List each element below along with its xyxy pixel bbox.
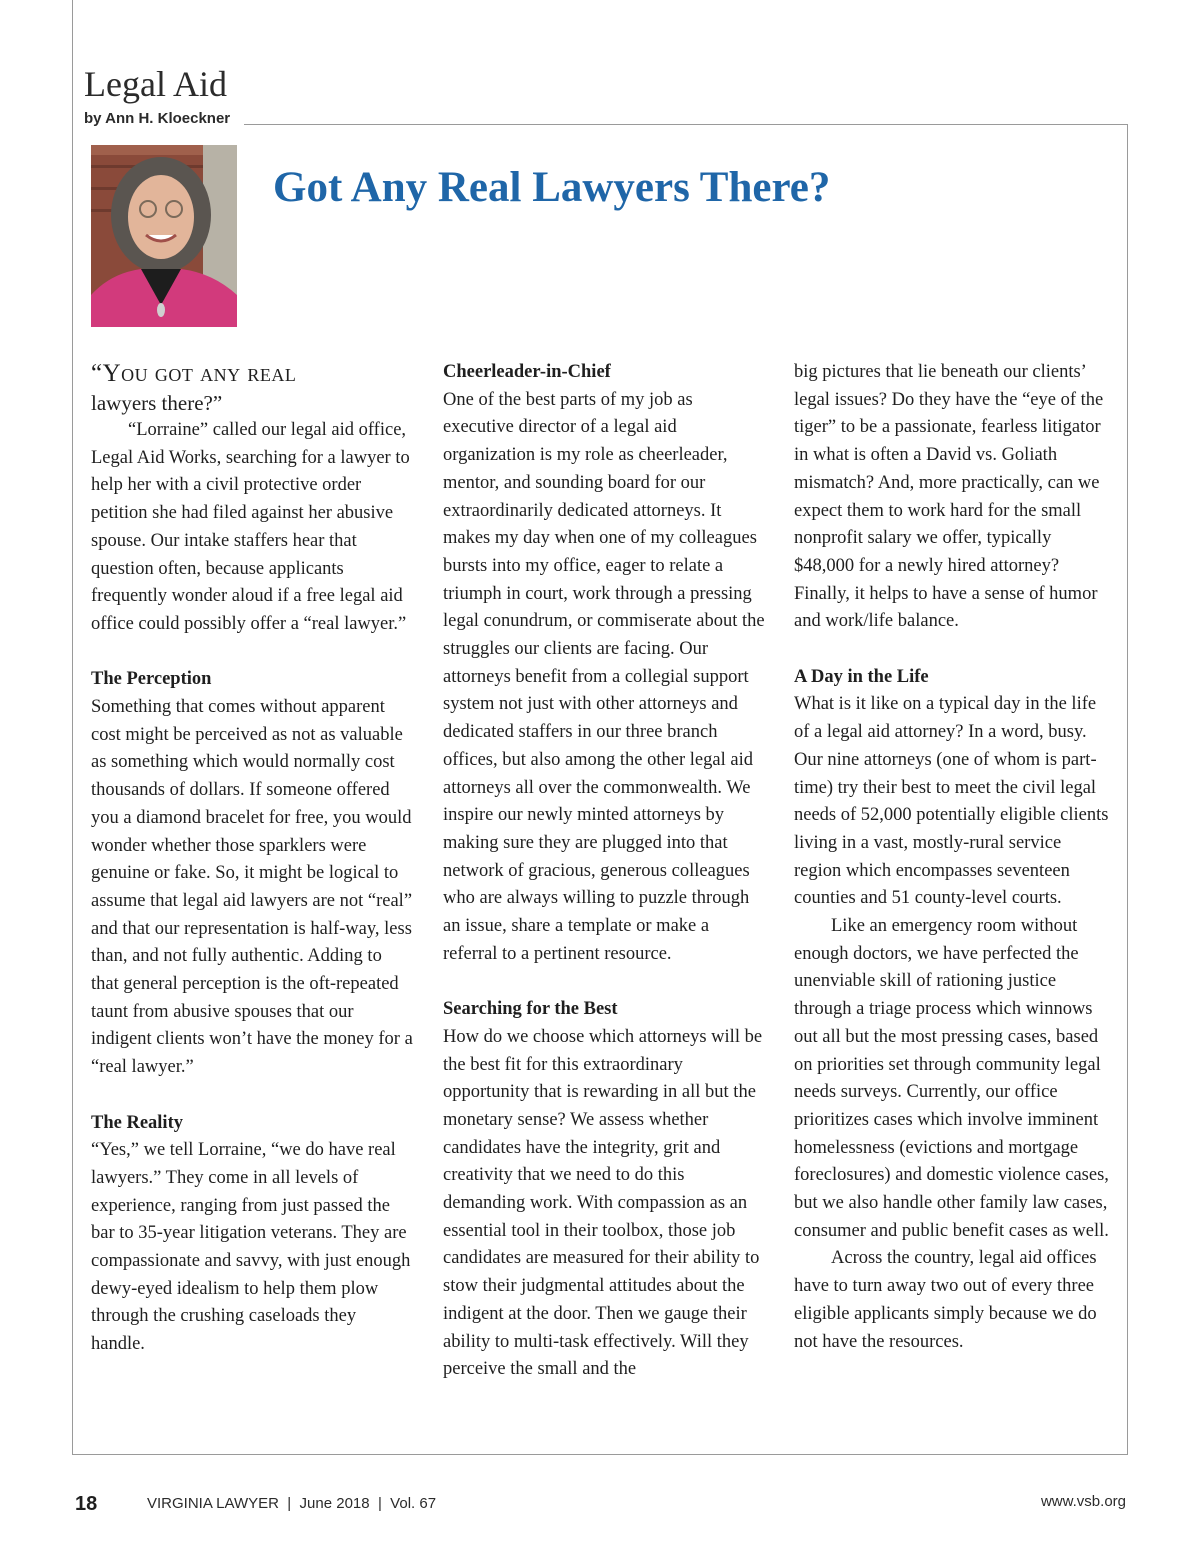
intro-paragraph: “Lorraine” called our legal aid office, Legal Aid Works, searching for a lawyer to help her with a civil protective order petition she had filed against her abusive spouse. Our intake staffers hear that question often, because applicants frequently wonder aloud if a free legal aid office could possibly offer a “real lawyer.” bbox=[91, 420, 410, 634]
right-border-rule bbox=[1127, 124, 1128, 1455]
across-country-paragraph: Across the country, legal aid offices have to turn away two out of every three eligible applicants simply because we do not have the resources. bbox=[794, 1248, 1097, 1352]
website-link[interactable]: www.vsb.org bbox=[1040, 1493, 1126, 1510]
section-label: Legal Aid bbox=[84, 64, 227, 104]
pull-quote-line-2: lawyers there?” bbox=[91, 391, 223, 415]
column-2 bbox=[443, 359, 765, 1384]
heading-searching: Searching for the Best bbox=[443, 999, 618, 1020]
byline: by Ann H. Kloeckner bbox=[84, 110, 231, 127]
bottom-border-rule bbox=[72, 1454, 1128, 1455]
pull-quote-line-1: “You got any real bbox=[91, 360, 297, 387]
page-number: 18 bbox=[75, 1493, 98, 1515]
perception-paragraph: Something that comes without apparent cost might be perceived as not as valuable as something which would normally cost thousands of dollars. If someone offered you a diamond bracelet for free, you would wonder whether those sparklers were genuine or fake. So, it might be logical to assume that legal aid lawyers are not “real” and that our representation is half-way, less than, and not fully authentic. Adding to that general perception is the oft-repeated taunt from abusive spouses that our indigent clients won’t have the money for a “real lawyer.” bbox=[91, 697, 413, 1078]
heading-day-in-life: A Day in the Life bbox=[794, 666, 929, 687]
day-paragraph: What is it like on a typical day in the life of a legal aid attorney? In a word, busy. Our nine attorneys (one of whom is part-time) try their best to meet the civil legal needs of 52,000 potentially eligible clients living in a vast, mostly-rural service region which encompasses seventeen counties and 51 county-level courts. bbox=[794, 694, 1109, 909]
continued-paragraph: big pictures that lie beneath our clients’ legal issues? Do they have the “eye of the tiger” to be a passionate, fearless litigator in what is often a David vs. Goliath mismatch? And, more practically, can we expect them to work hard for the small nonprofit salary we offer, typically $48,000 for a newly hired attorney? Finally, it helps to have a sense of humor and work/life balance. bbox=[794, 362, 1104, 632]
cheerleader-paragraph: One of the best parts of my job as executive director of a legal aid organization is my role as cheerleader, mentor, and sounding board for our extraordinarily dedicated attorneys. It makes my day when one of my colleagues bursts into my office, eager to relate a triumph in court, work through a pressing legal conundrum, or commiserate about the struggles our clients are facing. Our attorneys benefit from a collegial support system not just with other attorneys and dedicated staffers in our three branch offices, but also among the other legal aid attorneys all over the commonwealth. We inspire our newly minted attorneys by making sure they are plugged into that network of gracious, generous colleagues who are always willing to puzzle through an issue, share a template or make a referral to a pertinent resource. bbox=[443, 389, 765, 964]
top-border-rule bbox=[244, 124, 1128, 125]
heading-reality: The Reality bbox=[91, 1112, 183, 1133]
left-border-rule bbox=[72, 0, 73, 1454]
author-photo bbox=[91, 145, 237, 327]
article-headline: Got Any Real Lawyers There? bbox=[273, 164, 831, 211]
emergency-room-paragraph: Like an emergency room without enough doctors, we have perfected the unenviable skill of rationing justice through a triage process which winnows out all but the most pressing cases, based on priorities set through community legal needs surveys. Currently, our office prioritizes cases which involve imminent homelessness (evictions and mortgage foreclosures) and domestic violence cases, but we also handle other family law cases, consumer and public benefit cases as well. bbox=[794, 916, 1109, 1241]
heading-perception: The Perception bbox=[91, 669, 212, 690]
column-1 bbox=[91, 359, 413, 1359]
reality-paragraph: “Yes,” we tell Lorraine, “we do have real lawyers.” They come in all levels of experience, ranging from just passed the bar to 35-year litigation veterans. They are compassionate and savvy, with just enough dewy-eyed idealism to help them plow through the crushing caseloads they handle. bbox=[91, 1140, 411, 1355]
searching-paragraph: How do we choose which attorneys will be the best fit for this extraordinary opportunity that is rewarding in all but the monetary sense? We assess whether candidates have the integrity, grit and creativity that we need to do this demanding work. With compassion as an essential tool in their toolbox, those job candidates are measured for their ability to stow their judgmental attitudes about the indigent at the door. Then we gauge their ability to multi-task effectively. Will they perceive the small and the bbox=[443, 1026, 763, 1380]
magazine-issue: VIRGINIA LAWYER | June 2018 | Vol. 67 bbox=[147, 1495, 437, 1512]
heading-cheerleader: Cheerleader-in-Chief bbox=[443, 362, 611, 382]
column-3 bbox=[794, 359, 1112, 1356]
